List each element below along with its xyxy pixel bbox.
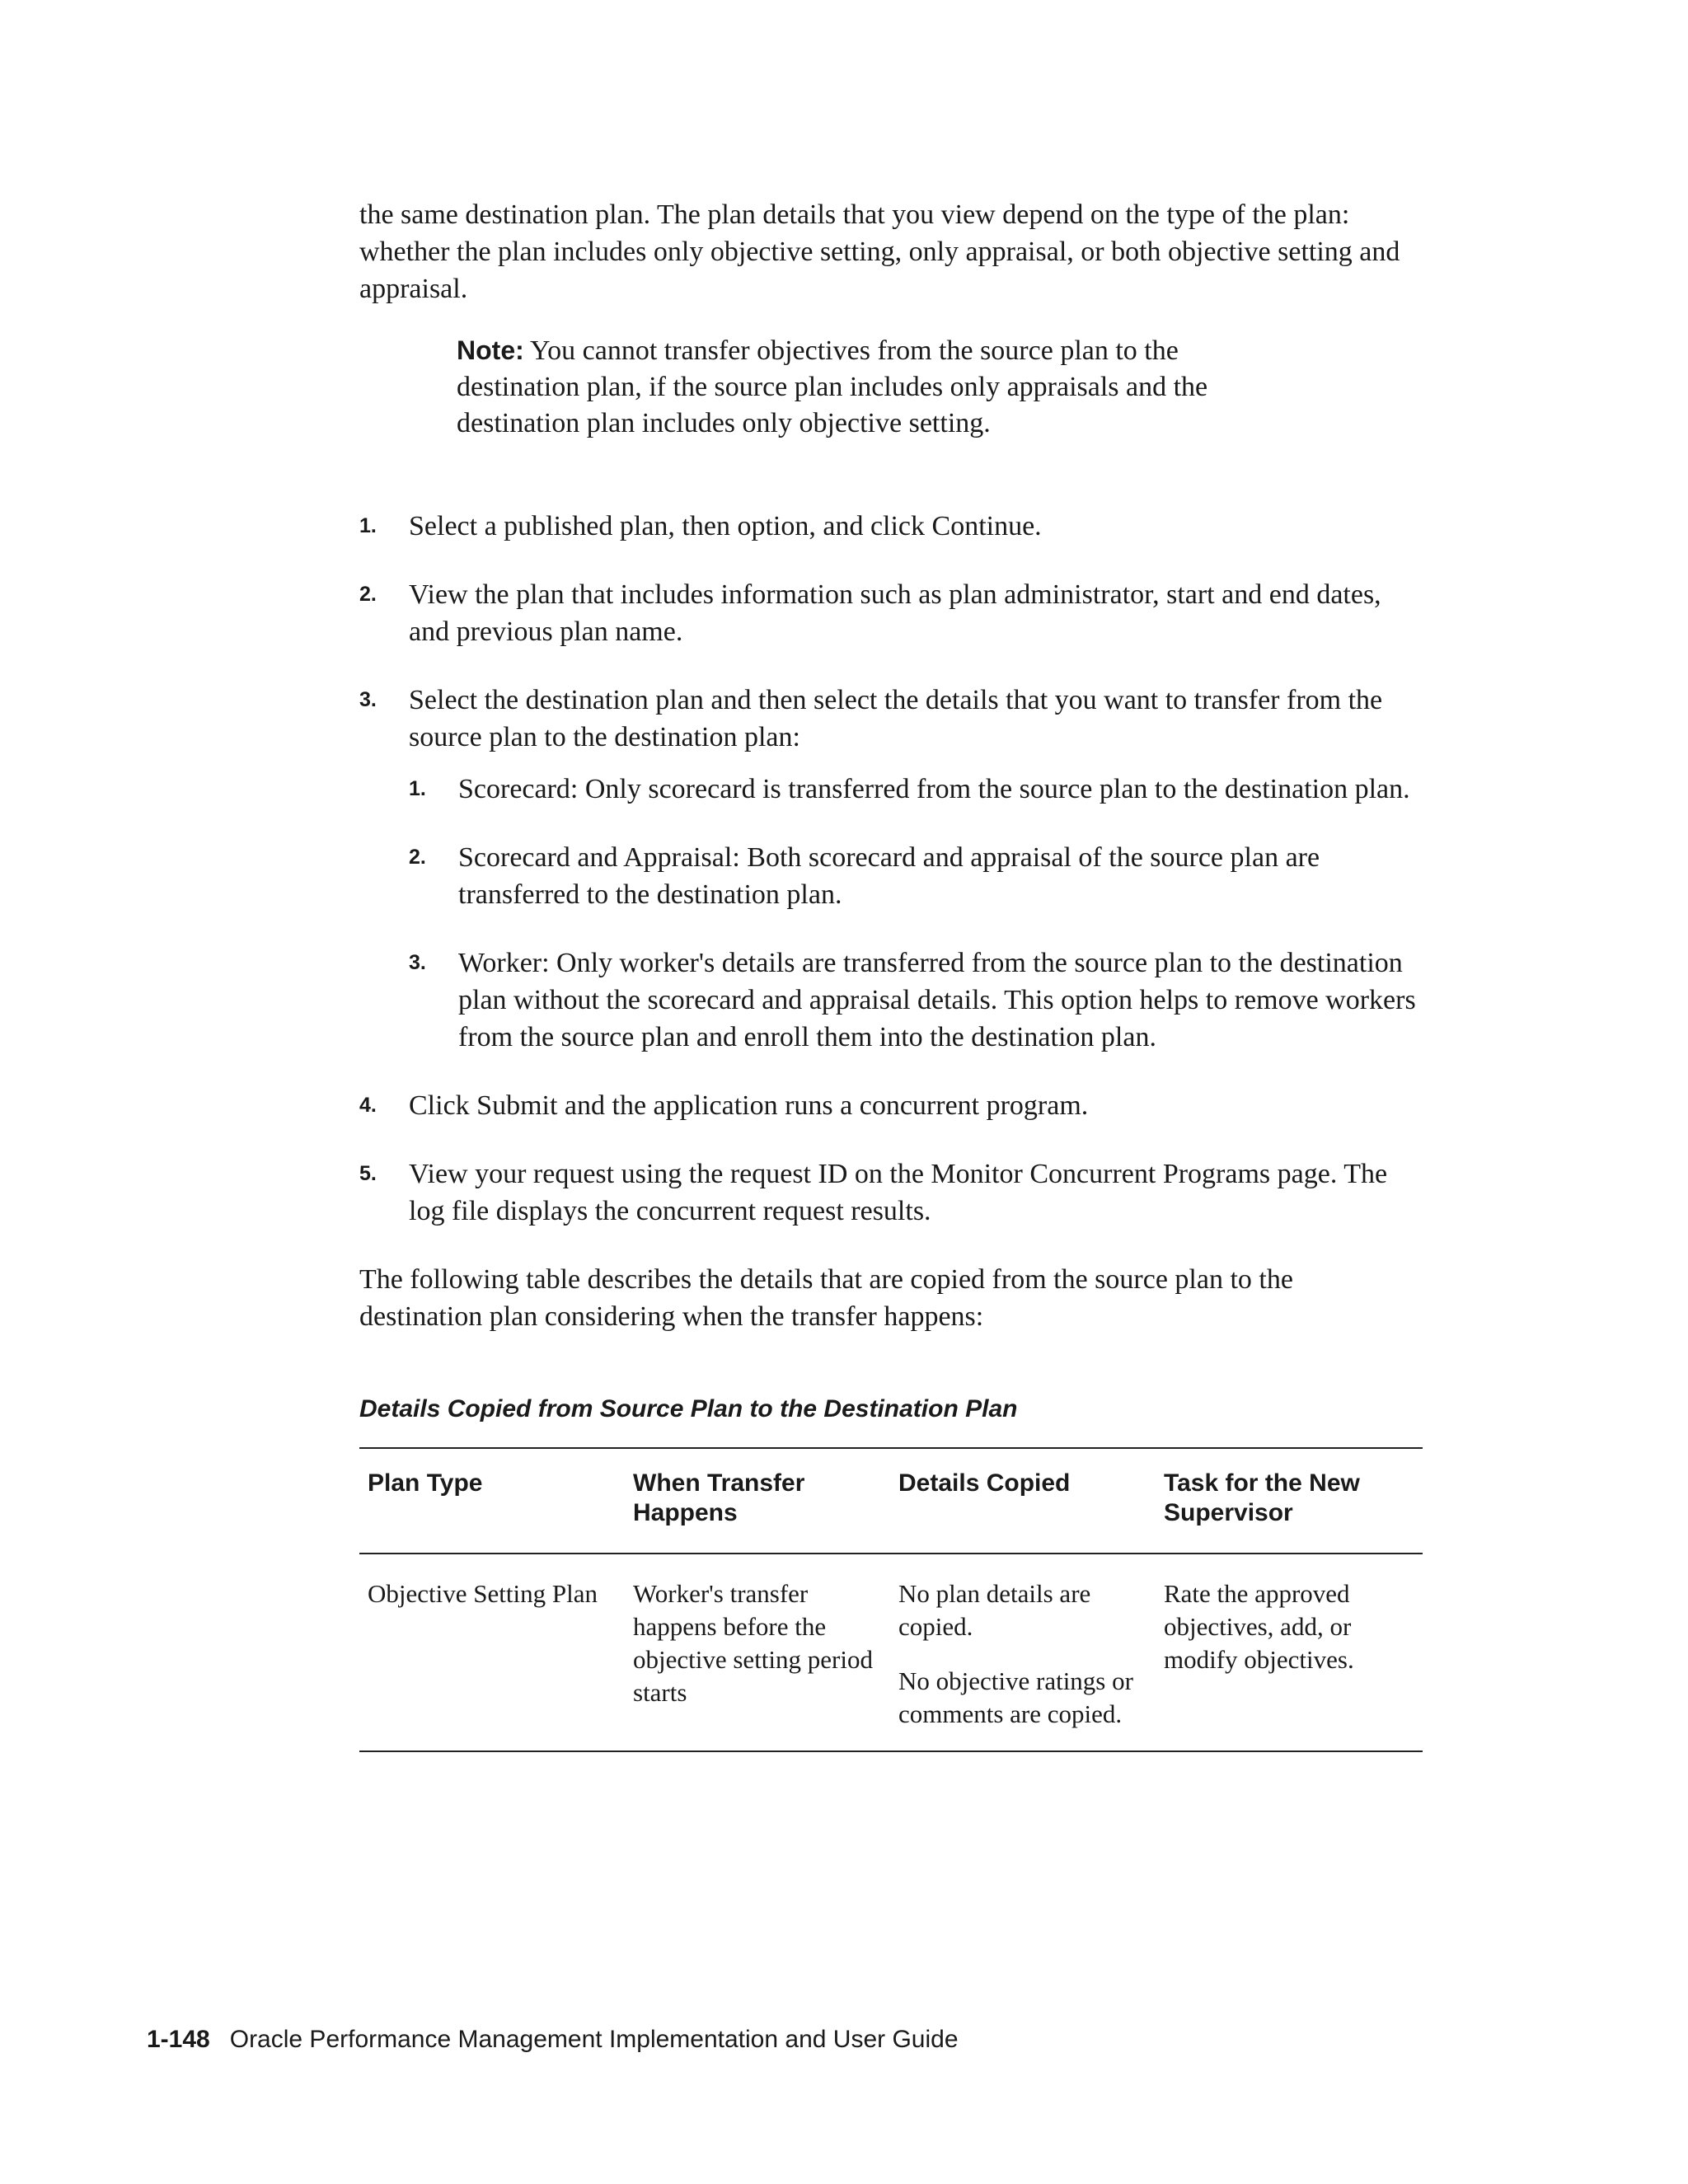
step-text: Select the destination plan and then select the details that you want to transfer from the source plan to the destination plan: xyxy=(409,685,1383,752)
table-header-row xyxy=(359,1448,1423,1554)
step-item xyxy=(359,576,1423,650)
step-number: 4. xyxy=(359,1094,377,1117)
step-number: 1. xyxy=(359,514,377,537)
step-item xyxy=(359,1087,1423,1124)
substep-text: Scorecard and Appraisal: Both scorecard and appraisal of the source plan are transferred to the destination plan. xyxy=(458,842,1320,910)
step-item xyxy=(359,682,1423,1056)
header-details-copied: Details Copied xyxy=(890,1448,1156,1554)
substep-text: Scorecard: Only scorecard is transferred from the source plan to the destination plan. xyxy=(458,774,1410,804)
details-copied-line: No plan details are copied. xyxy=(898,1579,1091,1641)
note-text: You cannot transfer objectives from the source plan to the destination plan, if the source plan includes only appraisals and the destination plan includes only objective setting. xyxy=(457,335,1208,438)
substeps-list xyxy=(409,771,1423,1056)
header-task: Task for the New Supervisor xyxy=(1156,1448,1423,1554)
substep-item xyxy=(409,839,1423,913)
substep-number: 3. xyxy=(409,951,426,974)
cell-plan-type: Objective Setting Plan xyxy=(368,1579,598,1608)
substep-text: Worker: Only worker's details are transferred from the source plan to the destination plan without the scorecard and appraisal details. This option helps to remove workers from the source plan and enroll them into the destination plan. xyxy=(458,948,1416,1052)
page-number: 1-148 xyxy=(147,2026,210,2053)
step-text: View the plan that includes information such as plan administrator, start and end dates, and previous plan name. xyxy=(409,579,1381,647)
step-item xyxy=(359,1155,1423,1230)
substep-item xyxy=(409,771,1423,808)
table-intro-paragraph: The following table describes the details that are copied from the source plan to the destination plan considering when the transfer happens: xyxy=(359,1264,1293,1332)
substep-item xyxy=(409,944,1423,1056)
step-text: Select a published plan, then option, and click Continue. xyxy=(409,511,1042,541)
intro-paragraph: the same destination plan. The plan details that you view depend on the type of the plan: whether the plan includes only objective setting, only appraisal, or both objective setting and appraisal. xyxy=(359,199,1400,304)
substep-number: 2. xyxy=(409,846,426,869)
step-number: 3. xyxy=(359,688,377,711)
step-text: View your request using the request ID on the Monitor Concurrent Programs page. The log file displays the concurrent request results. xyxy=(409,1159,1388,1226)
table-caption: Details Copied from Source Plan to the Destination Plan xyxy=(359,1395,1018,1422)
details-table xyxy=(359,1447,1423,1752)
step-number: 2. xyxy=(359,583,377,606)
steps-list xyxy=(359,508,1423,1230)
header-plan-type: Plan Type xyxy=(359,1448,625,1554)
page-content xyxy=(359,196,1423,1752)
footer-title: Oracle Performance Management Implementation and User Guide xyxy=(229,2026,959,2053)
header-when-transfer: When Transfer Happens xyxy=(625,1448,890,1554)
step-text: Click Submit and the application runs a concurrent program. xyxy=(409,1090,1089,1121)
substep-number: 1. xyxy=(409,777,426,800)
note-label: Note: xyxy=(457,335,524,365)
step-number: 5. xyxy=(359,1162,377,1185)
cell-details-copied xyxy=(890,1554,1156,1751)
cell-when-transfer: Worker's transfer happens before the objective setting period starts xyxy=(633,1579,873,1707)
cell-task: Rate the approved objectives, add, or modify objectives. xyxy=(1164,1579,1354,1674)
note-block xyxy=(457,332,1281,442)
details-copied-line: No objective ratings or comments are copied. xyxy=(898,1666,1133,1728)
page-footer xyxy=(147,2023,959,2056)
step-item xyxy=(359,508,1423,545)
table-row xyxy=(359,1554,1423,1751)
